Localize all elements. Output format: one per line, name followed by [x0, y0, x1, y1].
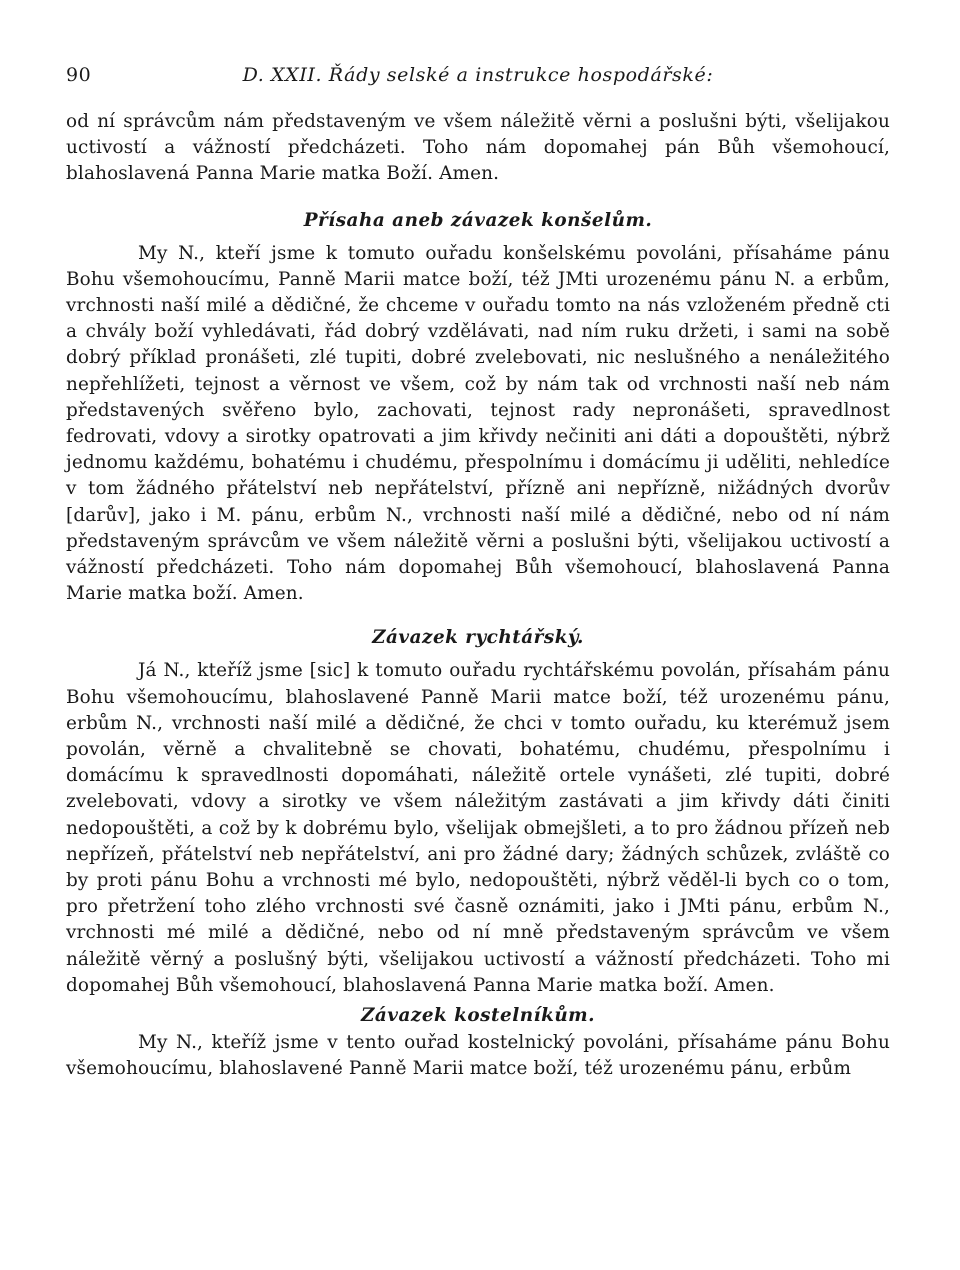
- section-heading-rychtar: Závazek rychtářský.: [372, 627, 584, 649]
- section-paragraph-rychtar: Já N., kteříž jsme [sic] k tomuto ouřadu rychtářskému povolán, přísahám pánu Bohu všemohoucímu, blahoslavené Panně Marii matce boží, též urozenému pánu, erbům N., vrchnosti naší milé a dědičné, že chci v tomto ouřadu, ku kterémuž jsem povolán, věrně a chvalitebně se chovati, bohatému, chudému, přespolnímu i domácímu k spravedlnosti dopomáhati, náležitě ortele vynášeti, zlé tupiti, dobré zvelebovati, vdovy a sirotky ve všem náležitým zastávati a jim křivdy dáti činiti nedopouštěti, a což by k dobrému bylo, všelijak obmejšleti, a to pro žádnou přízeň neb nepřízeň, přátelství neb nepřátelství, ani pro žádné dary; žádných schůzek, zvláště co by proti pánu Bohu a vrchnosti mé bylo, nedopouštěti, nýbrž věděl-li bych co o tom, pro přetržení toho zlého vrchnosti své časně oznámiti, jako i JMti pánu, erbům N., vrchnosti mé milé a dědičné, nebo od ní mně představeným správcům ve všem náležitě věrný a poslušný býti, všelijakou uctivostí a vážností předcházeti. Toho mi dopomahej Bůh všemohoucí, blahoslavená Panna Marie matka boží. Amen.: [66, 660, 890, 996]
- section-paragraph-konsele: My N., kteří jsme k tomuto ouřadu konšelskému povoláni, přísaháme pánu Bohu všemohoucímu, Panně Marii matce boží, též JMti urozenému pánu N. a erbům, vrchnosti naší milé a dědičné, že chceme v ouřadu tomto na nás vzloženém předně cti a chvály boží vyhledávati, řád dobrý vzdělávati, nad ním ruku držeti, i sami na sobě dobrý příklad pronášeti, zlé tupiti, dobré zvelebovati, nic neslušného a nenáležitého nepřehlížeti, tejnost a věrnost ve všem, což by nám tak od vrchnosti naší neb nám představených svěřeno bylo, zachovati, tejnost rady nepronášeti, spravedlnost fedrovati, vdovy a sirotky opatrovati a jim křivdy nečiniti ani dáti a dopouštěti, nýbrž jednomu každému, bohatému i chudému, přespolnímu i domácímu ji uděliti, nehledíce v tom žádného přátelství neb nepřátelství, přízně ani nepřízně, nižádných dvorův [darův], jako i M. pánu, erbům N., vrchnosti naší milé a dědičné, nebo od ní nám představeným správcům ve všem náležitě věrni a poslušni býti, všelijakou uctivostí a vážností předcházeti. Toho nám dopomahej Bůh všemohoucí, blahoslavená Panna Marie matka boží. Amen.: [66, 242, 890, 605]
- page-number: 90: [66, 64, 92, 86]
- intro-paragraph: od ní správcům nám představeným ve všem náležitě věrni a poslušni býti, všelijakou uctivostí a vážností předcházeti. Toho nám dopomahej pán Bůh všemohoucí, blahoslavená Panna Marie matka Boží. Amen.: [66, 111, 890, 185]
- section-heading-konsele: Přísaha aneb závazek konšelům.: [303, 209, 653, 231]
- running-header: [66, 60, 890, 94]
- document-page: [66, 60, 890, 1083]
- running-title: D. XXII. Řády selské a instrukce hospodářské:: [242, 64, 714, 86]
- section-heading-kostelnik: Závazek kostelníkům.: [360, 1005, 596, 1027]
- page-body: [66, 109, 890, 1083]
- section-paragraph-kostelnik: My N., kteříž jsme v tento ouřad kostelnický povoláni, přísaháme pánu Bohu všemohoucímu, blahoslavené Panně Marii matce boží, též urozenému pánu, erbům: [66, 1032, 890, 1080]
